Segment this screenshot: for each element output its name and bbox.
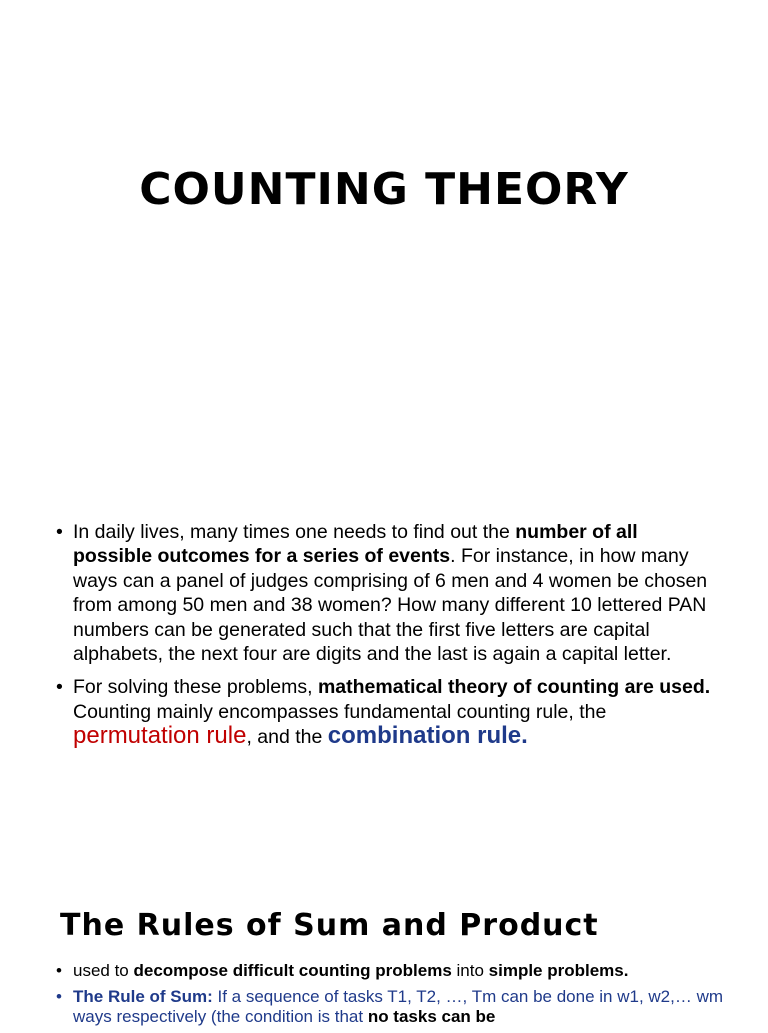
text: used to [73,961,134,980]
text: If a sequence of tasks T1, T2, …, Tm can be done in w1, w2,… wm ways respectively (the condition is that [73,987,724,1026]
text: Counting mainly encompasses fundamental counting rule, the [73,700,607,723]
bold-text: simple problems. [488,961,629,980]
bullet-rule-of-sum [56,987,736,1027]
text: In daily lives, many times one needs to find out the [73,521,516,543]
text: into [451,961,489,980]
text: , and the [246,726,328,749]
bold-text: mathematical theory of counting are used. [317,676,711,699]
text: . For instance, in how many ways can a panel of judges comprising of 6 men and 4 women be chosen from among 50 men and 38 women? How many different 10 lettered PAN numbers can be generated such that the first five letters are capital alphabets, the next four are digits and the last is again a capital letter. [73,545,708,666]
bold-text: decompose difficult counting problems [133,961,452,980]
bullet-daily-lives [56,520,716,666]
bullet-decompose [56,961,736,981]
section-heading: The Rules of Sum and Product [60,908,599,943]
bold-text: number of all possible outcomes for a series of events [73,521,638,568]
rule-of-sum-label: The Rule of Sum: [73,987,213,1006]
rules-bullet-list [56,961,736,1033]
bullet-solving-problems [56,675,716,749]
slide-title: COUNTING THEORY [139,164,629,215]
permutation-rule-highlight: permutation rule [73,722,247,750]
combination-rule-highlight: combination rule. [327,722,528,750]
text: For solving these problems, [73,676,318,699]
bold-text: no tasks can be [367,1007,496,1026]
intro-bullet-list [56,520,716,759]
